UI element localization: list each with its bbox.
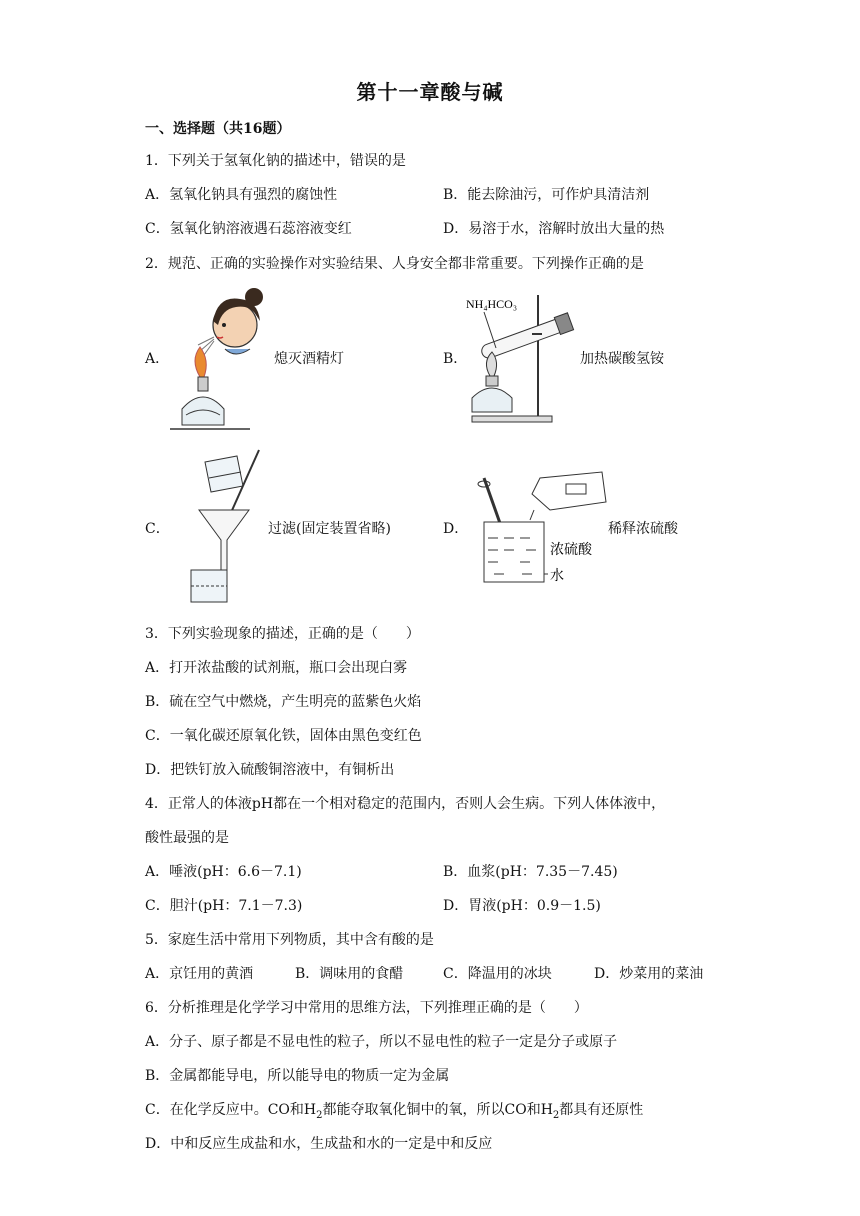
q2-option-a-caption: 熄灭酒精灯	[274, 351, 344, 367]
q4-option-b: B．血浆(pH：7.35－7.45)	[443, 864, 618, 880]
q4-stem-line2: 酸性最强的是	[145, 830, 229, 846]
q5-stem: 5．家庭生活中常用下列物质，其中含有酸的是	[145, 932, 434, 948]
q3-option-b: B．硫在空气中燃烧，产生明亮的蓝紫色火焰	[145, 694, 422, 710]
q6-option-b: B．金属都能导电，所以能导电的物质一定为金属	[145, 1068, 450, 1084]
q4-stem-line1: 4．正常人的体液pH都在一个相对稳定的范围内，否则人会生病。下列人体体液中，	[145, 796, 666, 812]
q2-option-a-label: A．	[145, 351, 170, 367]
q5-option-a: A．京饪用的黄酒	[145, 966, 254, 982]
concentrated-acid-label: 浓硫酸	[550, 541, 592, 557]
q3-stem: 3．下列实验现象的描述，正确的是（ ）	[145, 626, 420, 642]
q5-option-d: D．炒菜用的菜油	[594, 966, 704, 982]
q2-option-c-label: C．	[145, 521, 170, 537]
q4-option-a: A．唾液(pH：6.6－7.1)	[145, 864, 302, 880]
q1-option-d: D．易溶于水，溶解时放出大量的热	[443, 221, 665, 237]
q3-option-d: D．把铁钉放入硫酸铜溶液中，有铜析出	[145, 762, 395, 778]
q1-option-a: A．氢氧化钠具有强烈的腐蚀性	[145, 187, 338, 203]
q2-option-c-caption: 过滤(固定装置省略)	[268, 521, 391, 537]
q1-option-c: C．氢氧化钠溶液遇石蕊溶液变红	[145, 221, 352, 237]
blowing-out-lamp-figure	[170, 285, 270, 435]
water-label: 水	[550, 567, 564, 583]
q3-option-c: C．一氧化碳还原氧化铁，固体由黑色变红色	[145, 728, 422, 744]
q5-option-c: C．降温用的冰块	[443, 966, 552, 982]
page-title: 第十一章酸与碱	[356, 80, 504, 104]
q6-option-d: D．中和反应生成盐和水，生成盐和水的一定是中和反应	[145, 1136, 493, 1152]
q2-stem: 2．规范、正确的实验操作对实验结果、人身安全都非常重要。下列操作正确的是	[145, 256, 644, 272]
q2-option-b-label: B．	[443, 351, 468, 367]
q2-option-d-label: D．	[443, 521, 469, 537]
q6-stem: 6．分析推理是化学学习中常用的思维方法，下列推理正确的是（ ）	[145, 1000, 588, 1016]
heating-tube-figure	[462, 290, 582, 428]
filtration-figure	[185, 448, 265, 608]
q4-option-c: C．胆汁(pH：7.1－7.3)	[145, 898, 303, 914]
q2-option-d-caption: 稀释浓硫酸	[608, 521, 678, 537]
section-heading: 一、选择题（共16题）	[145, 121, 291, 137]
q1-stem: 1．下列关于氢氧化钠的描述中，错误的是	[145, 153, 406, 169]
q2-option-b-caption: 加热碳酸氢铵	[580, 351, 664, 367]
q6-option-a: A．分子、原子都是不显电性的粒子，所以不显电性的粒子一定是分子或原子	[145, 1034, 618, 1050]
q6-option-c: C．在化学反应中。CO和$H_2$都能夺取氧化铜中的氧，所以CO和$H_2$都具有还原性	[145, 1102, 644, 1121]
diluting-acid-figure	[470, 470, 610, 588]
q3-option-a: A．打开浓盐酸的试剂瓶，瓶口会出现白雾	[145, 660, 408, 676]
q4-option-d: D．胃液(pH：0.9－1.5)	[443, 898, 601, 914]
q2-option-b-formula: NH₄HCO₃	[466, 297, 518, 311]
q5-option-b: B．调味用的食醋	[295, 966, 404, 982]
q1-option-b: B．能去除油污，可作炉具清洁剂	[443, 187, 650, 203]
